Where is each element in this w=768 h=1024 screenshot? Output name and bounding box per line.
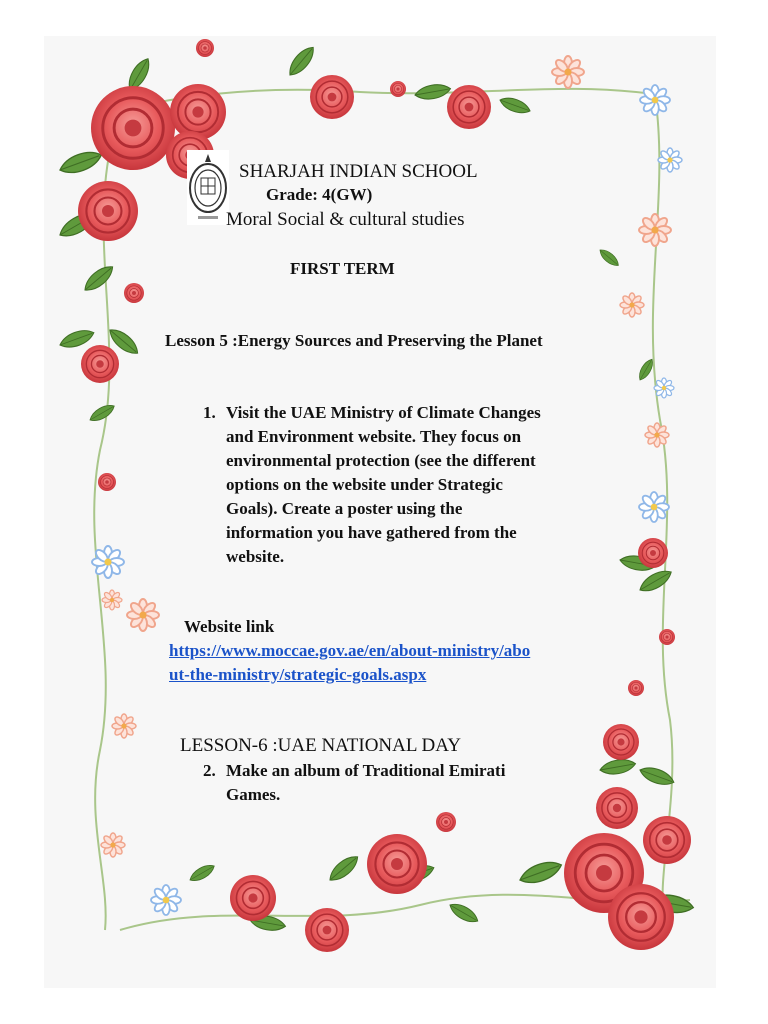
subject: Moral Social & cultural studies xyxy=(226,209,465,230)
task-line: and Environment website. They focus on xyxy=(226,427,522,446)
lesson5-task-number: 1. xyxy=(203,403,216,422)
task-line: website. xyxy=(226,547,285,566)
term: FIRST TERM xyxy=(290,259,395,278)
grade: Grade: 4(GW) xyxy=(266,185,373,204)
task-line: environmental protection (see the different xyxy=(226,451,536,470)
link-line[interactable]: ut-the-ministry/strategic-goals.aspx xyxy=(169,665,427,684)
lesson6-task-number: 2. xyxy=(203,761,216,780)
task-line: information you have gathered from the xyxy=(226,523,517,542)
school-logo xyxy=(187,150,229,225)
website-link-label: Website link xyxy=(184,617,275,636)
lesson5-title: Lesson 5 :Energy Sources and Preserving the Planet xyxy=(165,331,543,350)
task-line: Visit the UAE Ministry of Climate Changes xyxy=(226,403,541,422)
task-line: options on the website under Strategic xyxy=(226,475,503,494)
website-link[interactable] xyxy=(169,639,530,687)
school-name: SHARJAH INDIAN SCHOOL xyxy=(239,161,478,182)
task-line: Make an album of Traditional Emirati xyxy=(226,761,506,780)
lesson6-title: LESSON-6 :UAE NATIONAL DAY xyxy=(180,735,461,756)
task-line: Goals). Create a poster using the xyxy=(226,499,463,518)
link-line[interactable]: https://www.moccae.gov.ae/en/about-ministry/abo xyxy=(169,641,531,660)
lesson6-task xyxy=(226,759,505,807)
lesson5-task xyxy=(226,401,541,569)
task-line: Games. xyxy=(226,785,281,804)
